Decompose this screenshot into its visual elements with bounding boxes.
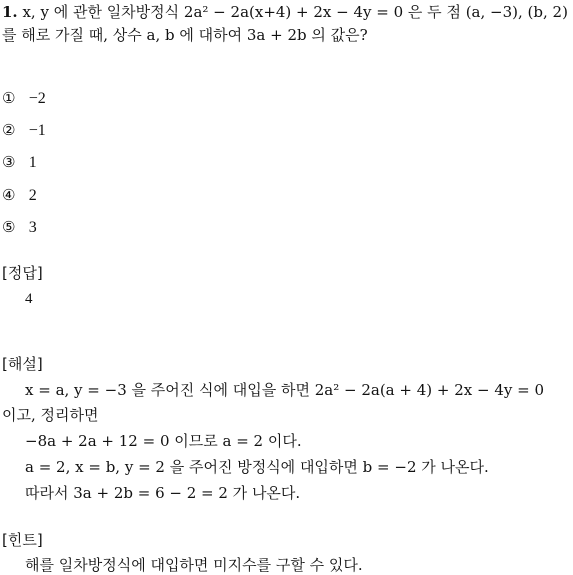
explanation-line-4: a = 2, x = b, y = 2 을 주어진 방정식에 대입하면 b = −2 가 나온다. xyxy=(25,458,489,476)
question-text-1: x, y 에 관한 일차방정식 2a² − 2a(x+4) + 2x − 4y = 0 은 두 점 (a, −3), (b, 2) xyxy=(22,3,568,21)
choice-5 xyxy=(2,217,37,238)
choice-2-mark: ② xyxy=(2,121,16,139)
choice-1-value: −2 xyxy=(28,90,46,107)
explanation-label: [해설] xyxy=(2,355,43,373)
choice-5-mark: ⑤ xyxy=(2,218,16,236)
choice-2 xyxy=(2,120,46,141)
explanation-line-3: −8a + 2a + 12 = 0 이므로 a = 2 이다. xyxy=(25,432,302,450)
choice-2-value: −1 xyxy=(28,122,46,139)
hint-text: 해를 일차방정식에 대입하면 미지수를 구할 수 있다. xyxy=(25,556,363,574)
explanation-line-5: 따라서 3a + 2b = 6 − 2 = 2 가 나온다. xyxy=(25,484,301,502)
choice-1 xyxy=(2,88,46,109)
choice-1-mark: ① xyxy=(2,89,16,107)
question-line-1 xyxy=(2,2,568,22)
choice-5-value: 3 xyxy=(28,219,37,236)
question-number: 1. xyxy=(2,3,18,21)
explanation-line-2: 이고, 정리하면 xyxy=(2,406,99,424)
explanation-line-1: x = a, y = −3 을 주어진 식에 대입을 하면 2a² − 2a(a + 4) + 2x − 4y = 0 xyxy=(25,381,544,399)
choice-4 xyxy=(2,185,37,206)
question-text-2: 를 해로 가질 때, 상수 a, b 에 대하여 3a + 2b 의 값은? xyxy=(2,26,368,44)
question-line-2 xyxy=(2,25,368,45)
answer-value: 4 xyxy=(25,291,33,307)
choice-3 xyxy=(2,152,37,173)
choice-3-mark: ③ xyxy=(2,153,16,171)
choice-4-mark: ④ xyxy=(2,186,16,204)
hint-label: [힌트] xyxy=(2,531,43,549)
choice-3-value: 1 xyxy=(28,154,37,171)
answer-label: [정답] xyxy=(2,264,43,282)
choice-4-value: 2 xyxy=(28,187,37,204)
